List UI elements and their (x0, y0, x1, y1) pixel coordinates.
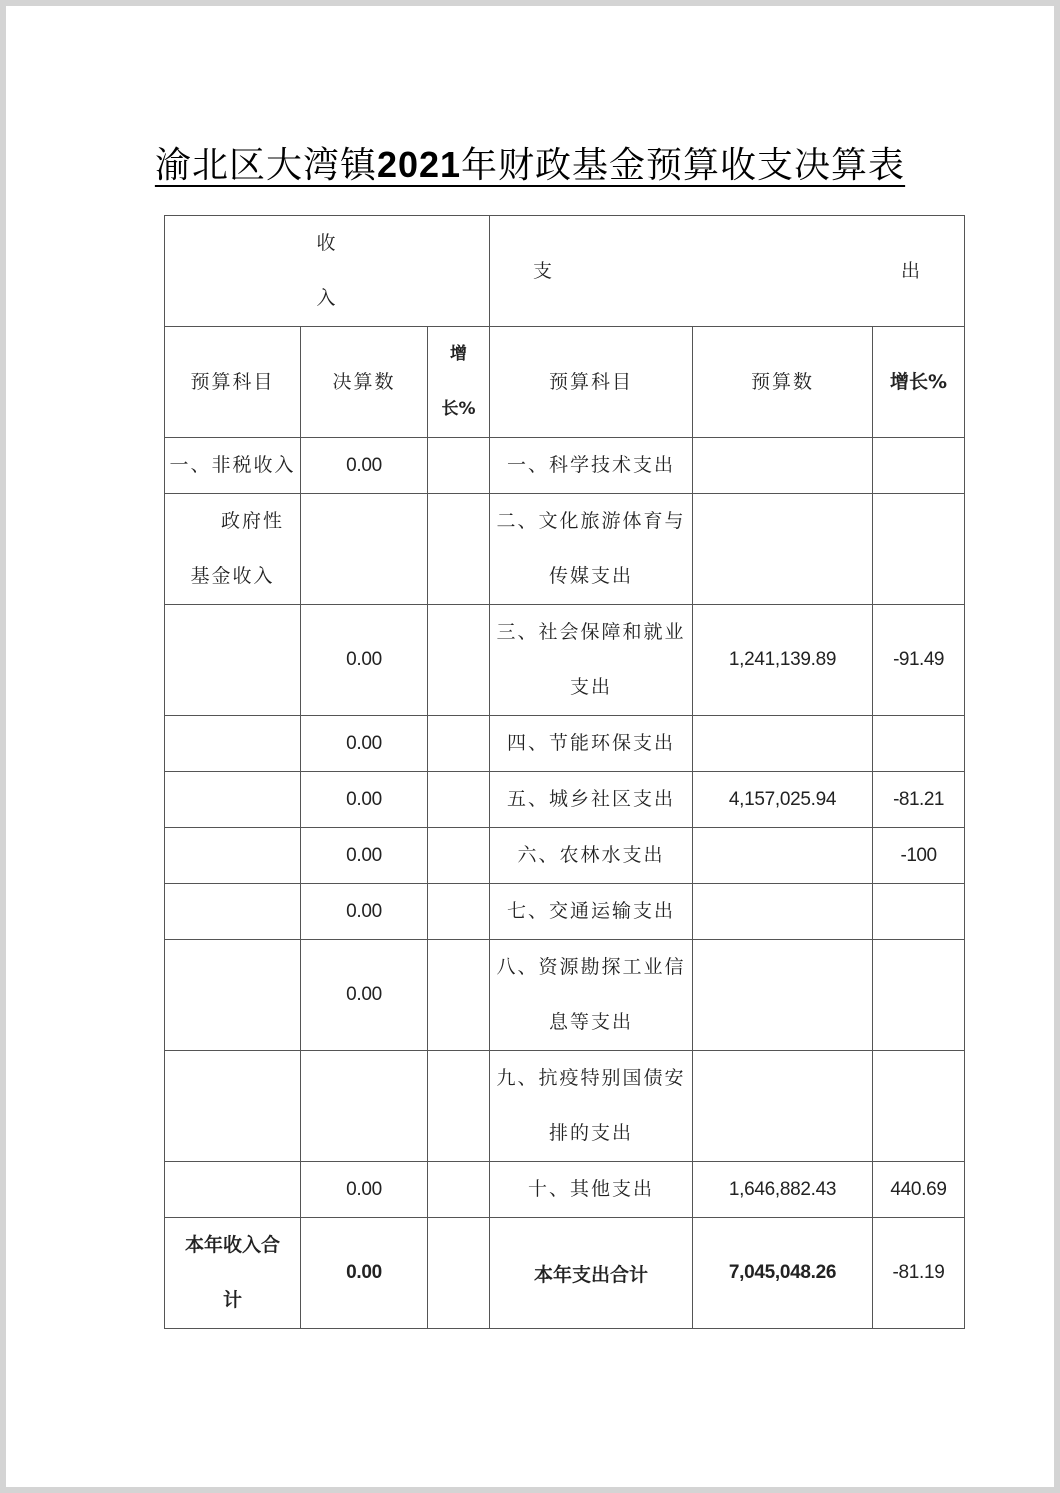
expense-budget (693, 438, 873, 494)
income-final: 0.00 (301, 605, 428, 716)
income-growth (428, 438, 490, 494)
col-income-growth (428, 327, 490, 438)
document-page (6, 6, 1054, 1487)
income-growth (428, 940, 490, 1051)
table-row (165, 438, 965, 494)
expense-item-line2: 排的支出 (549, 1122, 634, 1144)
title-suffix: 年财政基金预算收支决算表 (461, 145, 906, 186)
header-row-columns (165, 327, 965, 438)
expense-growth: -100 (873, 828, 965, 884)
expense-item: 七、交通运输支出 (490, 884, 693, 940)
expense-budget: 4,157,025.94 (693, 772, 873, 828)
expense-item-line2: 息等支出 (549, 1011, 634, 1033)
table-row (165, 884, 965, 940)
expense-item-line1: 九、抗疫特别国债安 (496, 1067, 686, 1089)
income-growth (428, 1051, 490, 1162)
expense-total-label: 本年支出合计 (490, 1218, 693, 1329)
header-row-sections (165, 216, 965, 327)
income-growth (428, 828, 490, 884)
income-item-line1: 政府性 (220, 510, 284, 532)
income-growth (428, 605, 490, 716)
income-total-label (165, 1218, 301, 1329)
income-growth (428, 772, 490, 828)
col-income-growth-line2: 长% (441, 399, 476, 419)
expense-item: 四、节能环保支出 (490, 716, 693, 772)
expense-growth: 440.69 (873, 1162, 965, 1218)
expense-item: 六、农林水支出 (490, 828, 693, 884)
table-row (165, 772, 965, 828)
income-final: 0.00 (301, 884, 428, 940)
income-total-label-line2: 计 (222, 1289, 242, 1311)
income-item-line2: 基金收入 (190, 565, 275, 587)
expense-budget (693, 716, 873, 772)
expense-growth (873, 884, 965, 940)
expense-budget (693, 884, 873, 940)
expense-item (490, 605, 693, 716)
expense-item (490, 494, 693, 605)
income-item (165, 1051, 301, 1162)
income-total-final: 0.00 (301, 1218, 428, 1329)
expense-growth (873, 438, 965, 494)
expense-budget (693, 828, 873, 884)
expense-total-growth: -81.19 (873, 1218, 965, 1329)
income-final (301, 1051, 428, 1162)
col-income-growth-line1: 增 (450, 344, 468, 364)
income-section-header (165, 216, 490, 327)
expense-header-right: 出 (901, 260, 921, 282)
expense-item (490, 1051, 693, 1162)
income-header-char-1: 收 (316, 232, 338, 254)
income-item (165, 494, 301, 605)
table-row (165, 940, 965, 1051)
income-item (165, 828, 301, 884)
income-growth (428, 494, 490, 605)
table-row (165, 716, 965, 772)
expense-growth (873, 716, 965, 772)
title-prefix: 渝北区大湾镇 (154, 145, 377, 186)
income-final (301, 494, 428, 605)
expense-budget: 1,241,139.89 (693, 605, 873, 716)
income-final: 0.00 (301, 716, 428, 772)
expense-growth: -91.49 (873, 605, 965, 716)
expense-item-line1: 八、资源勘探工业信 (496, 956, 686, 978)
col-expense-item: 预算科目 (490, 327, 693, 438)
expense-item: 十、其他支出 (490, 1162, 693, 1218)
expense-item (490, 940, 693, 1051)
expense-growth (873, 1051, 965, 1162)
expense-item-line2: 支出 (570, 676, 613, 698)
col-income-item: 预算科目 (165, 327, 301, 438)
income-final: 0.00 (301, 940, 428, 1051)
page-title (6, 140, 1054, 197)
expense-total-budget: 7,045,048.26 (693, 1218, 873, 1329)
table-row (165, 1162, 965, 1218)
table-row (165, 494, 965, 605)
income-growth (428, 884, 490, 940)
expense-growth (873, 494, 965, 605)
title-year: 2021 (376, 144, 462, 185)
expense-item: 一、科学技术支出 (490, 438, 693, 494)
col-expense-growth: 增长% (873, 327, 965, 438)
expense-item-line1: 二、文化旅游体育与 (496, 510, 686, 532)
expense-budget: 1,646,882.43 (693, 1162, 873, 1218)
income-growth (428, 716, 490, 772)
col-expense-budget: 预算数 (693, 327, 873, 438)
totals-row (165, 1218, 965, 1329)
income-final: 0.00 (301, 772, 428, 828)
expense-item-line1: 三、社会保障和就业 (496, 621, 686, 643)
income-item: 一、非税收入 (165, 438, 301, 494)
income-item (165, 772, 301, 828)
expense-budget (693, 494, 873, 605)
income-final: 0.00 (301, 438, 428, 494)
expense-growth (873, 940, 965, 1051)
income-final: 0.00 (301, 828, 428, 884)
expense-growth: -81.21 (873, 772, 965, 828)
income-item (165, 605, 301, 716)
table-row (165, 605, 965, 716)
income-item (165, 940, 301, 1051)
col-income-final: 决算数 (301, 327, 428, 438)
expense-item-line2: 传媒支出 (549, 565, 634, 587)
expense-budget (693, 940, 873, 1051)
income-total-label-line1: 本年收入合 (184, 1234, 280, 1256)
income-total-growth (428, 1218, 490, 1329)
income-item (165, 716, 301, 772)
income-header-char-2: 入 (316, 287, 338, 309)
income-item (165, 1162, 301, 1218)
income-growth (428, 1162, 490, 1218)
expense-budget (693, 1051, 873, 1162)
table-row (165, 828, 965, 884)
income-final: 0.00 (301, 1162, 428, 1218)
expense-section-header (490, 216, 965, 327)
expense-header-left: 支 (533, 260, 553, 282)
expense-item: 五、城乡社区支出 (490, 772, 693, 828)
income-item (165, 884, 301, 940)
budget-table (164, 215, 965, 1329)
table-row (165, 1051, 965, 1162)
